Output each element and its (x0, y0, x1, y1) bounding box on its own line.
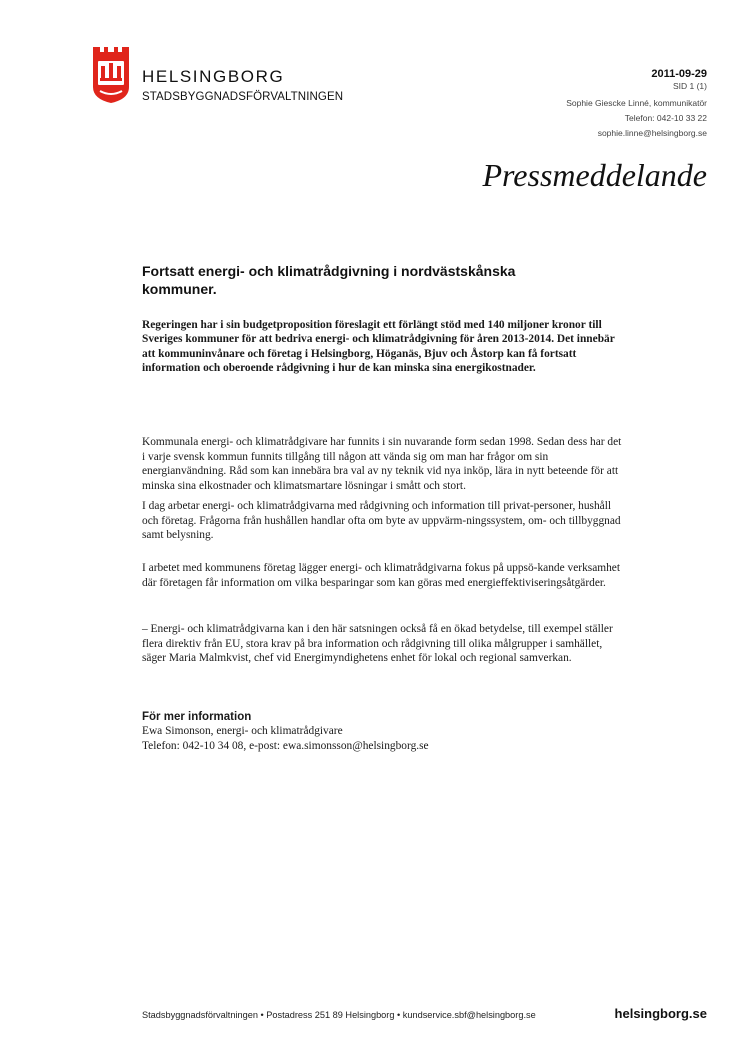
contact-email: sophie.linne@helsingborg.se (597, 128, 707, 138)
department-name: STADSBYGGNADSFÖRVALTNINGEN (142, 91, 344, 103)
contact-person: Sophie Giescke Linné, kommunikatör (566, 98, 707, 108)
article-lead: Regeringen har i sin budgetproposition föreslagit ett förlängt stöd med 140 miljoner kronor till Sveriges kommuner för att bedriva energi- och klimatrådgivning för åren 2013-2014. Det innebär att kommuninvånare och företag i Helsingborg, Höganäs, Bjuv och Åstorp kan få fortsatt information och oberoende rådgivning i hur de kan minska sina energikostnader. (142, 319, 615, 374)
article-paragraph: I arbetet med kommunens företag lägger energi- och klimatrådgivarna fokus på uppsö-kande verksamhet där företagen får information om vilka besparingar som kan göras med energieffektiviseringsåtgärder. (142, 562, 621, 589)
article-headline: Fortsatt energi- och klimatrådgivning i nordvästskånska kommuner. (142, 263, 516, 297)
city-crest-icon (92, 47, 130, 103)
article-paragraph: I dag arbetar energi- och klimatrådgivarna med rådgivning och information till privat-personer, hushåll och företag. Frågorna från hushållen handlar ofta om byte av uppvärm-ningssystem, om- och tillbyggnad samt belysning. (142, 500, 621, 542)
document-date: 2011-09-29 (651, 68, 707, 80)
document-meta (566, 67, 707, 141)
organization-name: HELSINGBORG (142, 67, 285, 86)
contact-phone: Telefon: 042-10 33 22 (624, 113, 707, 123)
footer-address: Stadsbyggnadsförvaltningen • Postadress 251 89 Helsingborg • kundservice.sbf@helsingborg.se (142, 1010, 536, 1020)
contact-details: Telefon: 042-10 34 08, e-post: ewa.simonsson@helsingborg.se (142, 739, 429, 752)
footer-website: helsingborg.se (614, 1006, 707, 1021)
document-type-title: Pressmeddelande (482, 157, 707, 193)
contact-section (142, 710, 622, 753)
contact-name: Ewa Simonson, energi- och klimatrådgivare (142, 725, 343, 737)
article-paragraph: – Energi- och klimatrådgivarna kan i den här satsningen också få en ökad betydelse, till exempel ställer flera direktiv från EU, stora krav på bra information och rådgivning till olika målgrupper i samhället, säger Maria Malmkvist, chef vid Energimyndighetens enhet för lokal och regional samverkan. (142, 623, 613, 665)
article-paragraph: Kommunala energi- och klimatrådgivare har funnits i sin nuvarande form sedan 1998. Sedan dess har det i varje svensk kommun funnits tillgång till någon att vända sig om man har frågor om sin energianvändning. Råd som kan innebära bra val av ny teknik vid nya inköp, lära in nytt beteende för att minska sina elkostnader och klimatsmartare lösningar i smått och stort. (142, 436, 622, 492)
page-number: SID 1 (1) (672, 81, 707, 91)
contact-heading: För mer information (142, 711, 252, 723)
